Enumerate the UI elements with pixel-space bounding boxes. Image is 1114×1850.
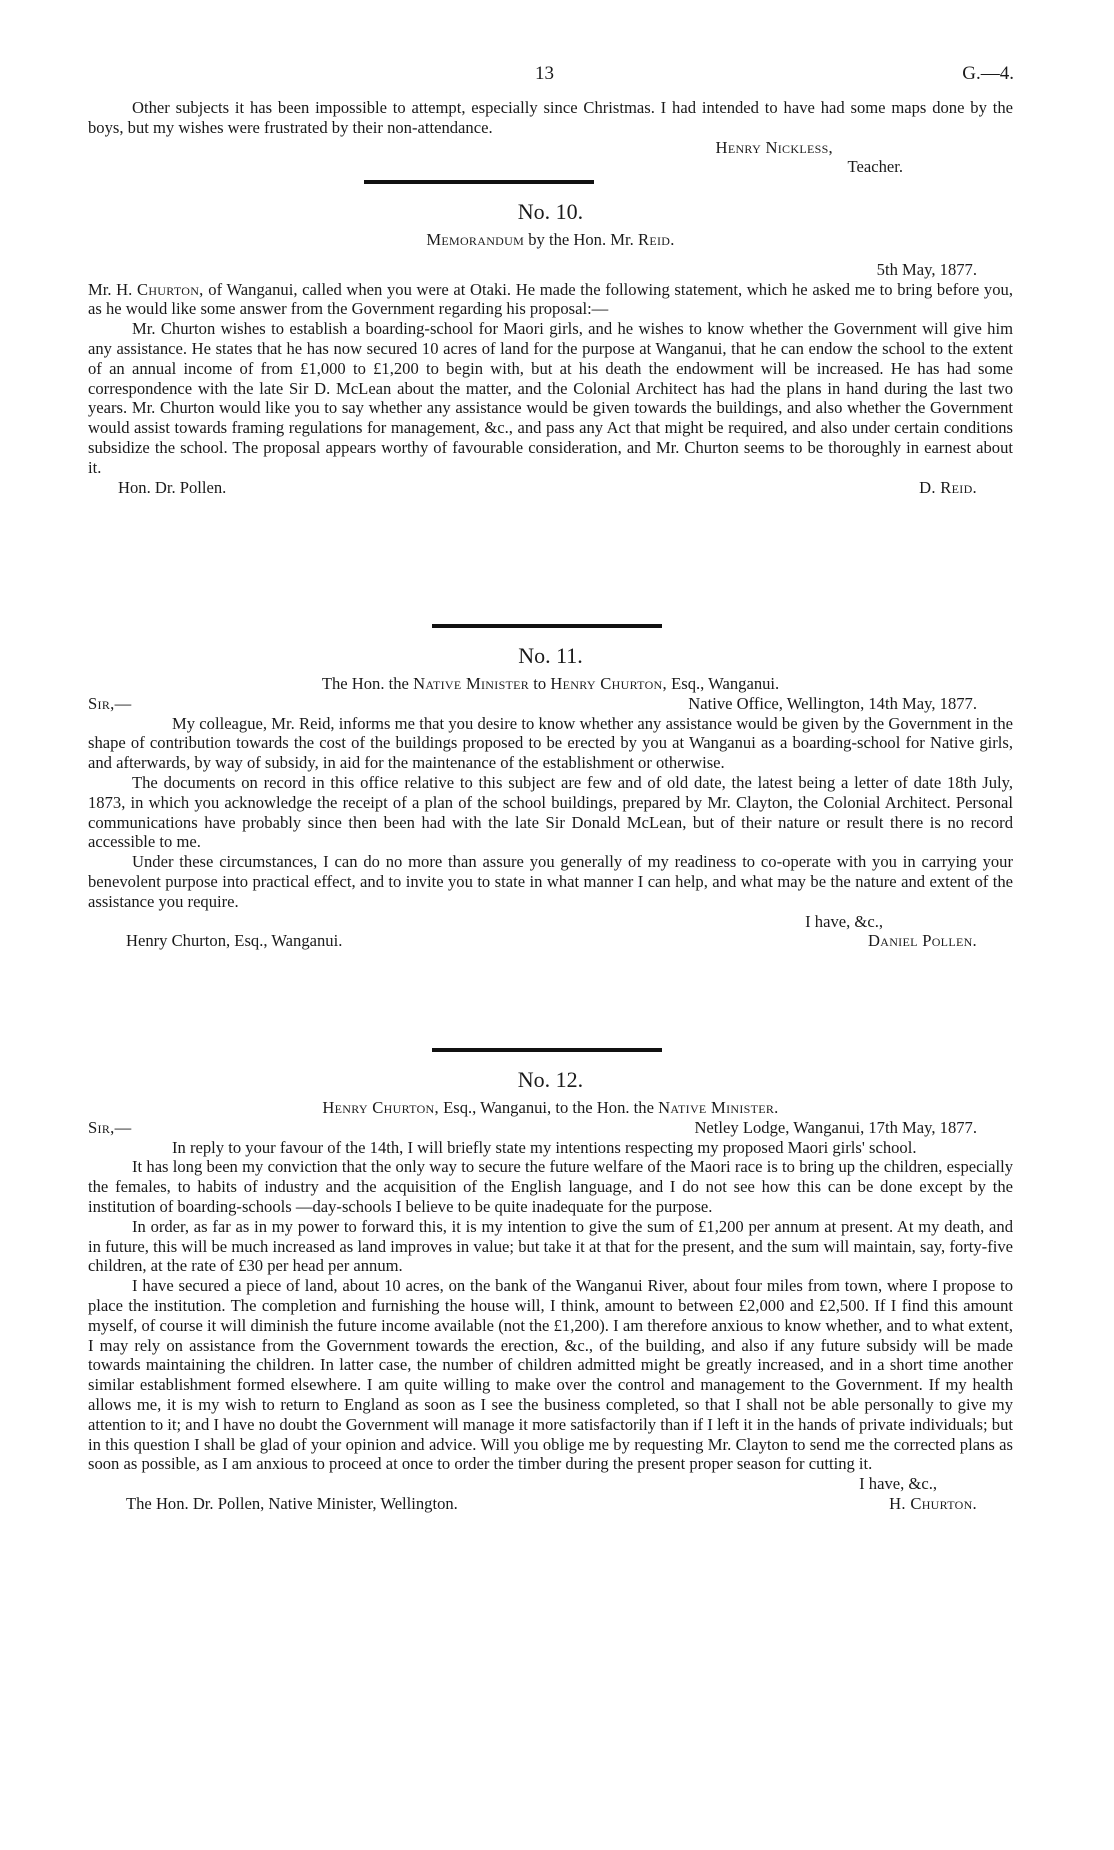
- section-heading: The Hon. the Native Minister to Henry Churton, Esq., Wanganui.: [321, 674, 780, 693]
- salutation-row: [88, 1118, 1013, 1138]
- salutation: Sir,—: [88, 1117, 132, 1137]
- top-section: [88, 98, 1013, 177]
- letter-signature: Daniel Pollen.: [867, 931, 977, 951]
- memo-paragraph-1: Mr. H. Churton, of Wanganui, called when you were at Otaki. He made the following statement, which he asked me to bring before you, as he would like some answer from the Government regarding his proposal:—: [88, 279, 1013, 319]
- signature-name: Henry Nickless,: [715, 137, 833, 157]
- section-divider: [432, 624, 662, 628]
- dateline: Native Office, Wellington, 14th May, 1877.: [688, 693, 977, 713]
- letter-addressee: Henry Churton, Esq., Wanganui.: [126, 931, 343, 951]
- memo-signature: D. Reid.: [919, 477, 977, 497]
- salutation: Sir,—: [88, 693, 132, 713]
- salutation-row: [88, 694, 1013, 714]
- section-number: No. 11.: [518, 643, 583, 668]
- memo-addressee: Hon. Dr. Pollen.: [118, 477, 227, 497]
- letter-no-12: [88, 1038, 1013, 1514]
- dateline: Netley Lodge, Wanganui, 17th May, 1877.: [694, 1117, 977, 1137]
- section-divider: [432, 1048, 662, 1052]
- letter-paragraph-3: In order, as far as in my power to forward this, it is my intention to give the sum of £1,200 per annum at present. At my death, and in future, this will be much increased as land improves in value; but take it at that for the present, and the sum will maintain, say, forty-five children, at the rate of £30 per head per annum.: [88, 1216, 1013, 1276]
- letter-paragraph-4: I have secured a piece of land, about 10 acres, on the bank of the Wanganui River, about four miles from town, where I propose to place the institution. The completion and furnishing the house will, I think, amount to between £2,000 and £2,500. If I find this amount myself, of course it will diminish the future income available (not the £1,200). I am therefore anxious to know whether, and to what extent, I may rely on assistance from the Government towards the erection, &c., of the building, and also if any future subsidy will be made towards maintaining the children. In latter case, the number of children admitted might be greatly increased, and in a short time another similar establishment formed elsewhere. I am quite willing to make over the control and management to the Government. If my health allows me, it is my wish to return to England as soon as I see the business completed, so that I shall not be able personally to give my attention to it; and I have no doubt the Government will manage it more satisfactorily than if I left it in the hands of private individuals; but in this question I shall be glad of your opinion and advice. Will you oblige me by requesting Mr. Clayton to send me the corrected plans as soon as possible, as I am anxious to proceed at once to order the timber during the present proper season for cutting it.: [88, 1276, 1013, 1474]
- page-number: 13: [535, 63, 554, 84]
- letter-addressee: The Hon. Dr. Pollen, Native Minister, Wellington.: [126, 1493, 458, 1513]
- letter-signature: H. Churton.: [889, 1493, 977, 1513]
- letter-paragraph-1: In reply to your favour of the 14th, I will briefly state my intentions respecting my proposed Maori girls' school.: [172, 1137, 917, 1157]
- letter-signature-row: [88, 1494, 1013, 1514]
- memo-paragraph-2: Mr. Churton wishes to establish a boarding-school for Maori girls, and he wishes to know whether the Government will give him any assistance. He states that he has now secured 10 acres of land for the purpose at Wanganui, that he can endow the school to the extent of an annual income of from £1,000 to £1,200 to begin with, but at his death the endowment will be increased. He has had some correspondence with the late Sir D. McLean about the matter, and the Colonial Architect has had the plans in hand during the last two years. Mr. Churton would like you to say whether any assistance would be given towards the buildings, and also whether the Government would assist towards framing regulations for management, &c., and pass any Act that might be required, and also under certain conditions subsidize the school. The proposal appears worthy of favourable consideration, and Mr. Churton seems to be thoroughly in earnest about it.: [88, 319, 1013, 477]
- memo-date: 5th May, 1877.: [876, 259, 977, 279]
- letter-no-11: [88, 614, 1013, 951]
- section-divider: [364, 180, 594, 184]
- section-number: No. 12.: [517, 1067, 584, 1092]
- letter-paragraph-1: My colleague, Mr. Reid, informs me that you desire to know whether any assistance would be given by the Government in the shape of contribution towards the cost of the buildings proposed to be erected by you at Wanganui as a boarding-school for Native girls, and afterwards, by way of subsidy, in aid for the maintenance of the establishment or otherwise.: [88, 713, 1013, 773]
- signature-title: Teacher.: [847, 157, 903, 177]
- memorandum-no-10: [88, 170, 1013, 497]
- section-number: No. 10.: [517, 199, 584, 224]
- letter-signature-row: [88, 931, 1013, 951]
- section-heading: Memorandum by the Hon. Mr. Reid.: [426, 230, 675, 249]
- letter-paragraph-3: Under these circumstances, I can do no more than assure you generally of my readiness to co-operate with you in carrying your benevolent purpose into practical effect, and to invite you to state in what manner I can help, and what may be the nature and extent of the assistance you require.: [88, 852, 1013, 911]
- page-code: G.—4.: [962, 63, 1014, 84]
- letter-closing: I have, &c.,: [859, 1474, 937, 1494]
- letter-closing: I have, &c.,: [805, 911, 883, 931]
- continuation-paragraph: Other subjects it has been impossible to attempt, especially since Christmas. I had intended to have had some maps done by the boys, but my wishes were frustrated by their non-attendance.: [88, 98, 1013, 137]
- letter-paragraph-2: It has long been my conviction that the only way to secure the future welfare of the Maori race is to bring up the children, especially the females, to habits of industry and the acquisition of the English language, and I do not see how this can be done except by the institution of boarding-schools —day-schools I believe to be quite inadequate for the purpose.: [88, 1157, 1013, 1216]
- memo-signature-row: [88, 478, 1013, 498]
- section-heading: Henry Churton, Esq., Wanganui, to the Hon. the Native Minister.: [322, 1098, 779, 1117]
- letter-paragraph-2: The documents on record in this office relative to this subject are few and of old date, the latest being a letter of date 18th July, 1873, in which you acknowledge the receipt of a plan of the school buildings, prepared by Mr. Clayton, the Colonial Architect. Personal communications have probably since then been had with the late Sir Donald McLean, but of their nature or result there is no record accessible to me.: [88, 772, 1013, 852]
